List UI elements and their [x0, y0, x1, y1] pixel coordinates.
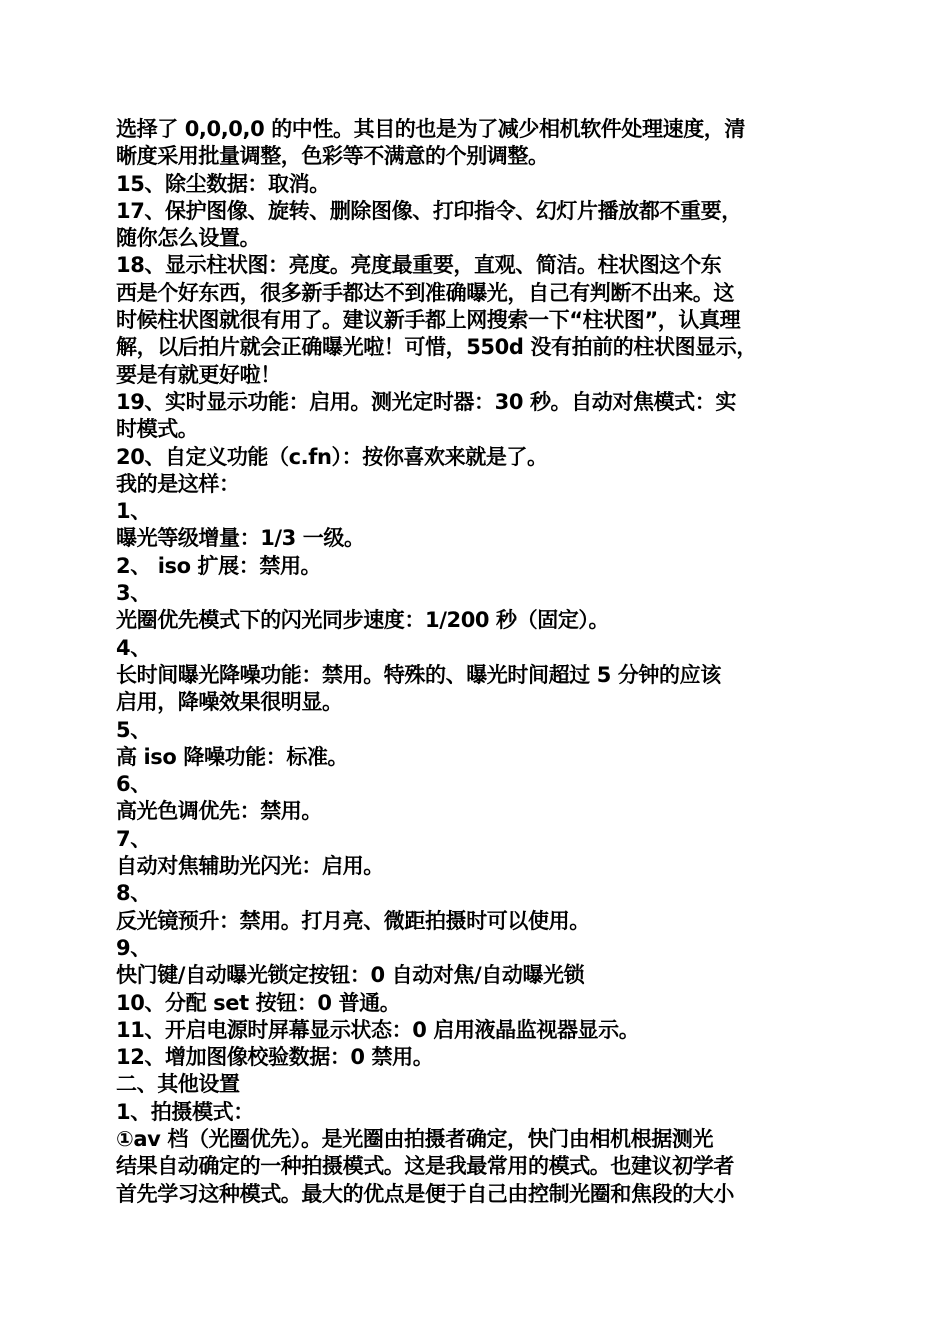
- text-line: 光圈优先模式下的闪光同步速度：1/200 秒（固定）。: [116, 608, 610, 633]
- text-line: 5、: [116, 717, 151, 742]
- text-line: 10、分配 set 按钮：0 普通。: [116, 990, 401, 1015]
- text-line: 我的是这样：: [116, 471, 240, 496]
- text-line: 晰度采用批量调整，色彩等不满意的个别调整。: [116, 144, 549, 169]
- section-heading: 二、其他设置: [116, 1072, 240, 1097]
- text-line: 4、: [116, 635, 151, 660]
- text-line: 随你怎么设置。: [116, 226, 261, 251]
- text-line: 首先学习这种模式。最大的优点是便于自己由控制光圈和焦段的大小: [116, 1181, 734, 1206]
- text-line: 19、实时显示功能：启用。测光定时器：30 秒。自动对焦模式：实: [116, 389, 736, 414]
- text-line: 长时间曝光降噪功能：禁用。特殊的、曝光时间超过 5 分钟的应该: [116, 662, 721, 687]
- text-line: 11、开启电源时屏幕显示状态：0 启用液晶监视器显示。: [116, 1017, 640, 1042]
- text-line: 启用，降噪效果很明显。: [116, 690, 343, 715]
- text-line: 时模式。: [116, 417, 199, 442]
- text-line: 要是有就更好啦！: [116, 362, 281, 387]
- text-line: 西是个好东西，很多新手都达不到准确曝光，自己有判断不出来。这: [116, 280, 734, 305]
- text-line: 选择了 0,0,0,0 的中性。其目的也是为了减少相机软件处理速度，清: [116, 117, 745, 141]
- text-line: 结果自动确定的一种拍摄模式。这是我最常用的模式。也建议初学者: [116, 1154, 734, 1179]
- text-line: 18、显示柱状图：亮度。亮度最重要，直观、简洁。柱状图这个东: [116, 253, 722, 278]
- text-line: 自动对焦辅助光闪光：启用。: [116, 854, 384, 879]
- text-line: 12、增加图像校验数据：0 禁用。: [116, 1045, 434, 1070]
- text-line: 高光色调优先：禁用。: [116, 799, 322, 824]
- text-line: 2、 iso 扩展：禁用。: [116, 553, 322, 578]
- text-line: 解，以后拍片就会正确曝光啦！可惜，550d 没有拍前的柱状图显示，: [116, 335, 757, 360]
- text-line: 17、保护图像、旋转、删除图像、打印指令、幻灯片播放都不重要，: [116, 198, 742, 223]
- text-line: 1、: [116, 499, 151, 524]
- text-line: 15、除尘数据：取消。: [116, 171, 330, 196]
- text-line: 曝光等级增量：1/3 一级。: [116, 526, 365, 551]
- text-line: ①av 档（光圈优先）。是光圈由拍摄者确定，快门由相机根据测光: [116, 1126, 714, 1151]
- text-line: 1、拍摄模式：: [116, 1099, 254, 1124]
- text-line: 快门键/自动曝光锁定按钮：0 自动对焦/自动曝光锁: [116, 963, 585, 988]
- text-line: 7、: [116, 826, 151, 851]
- document-body: [116, 116, 836, 1208]
- text-line: 9、: [116, 935, 151, 960]
- text-line: 3、: [116, 581, 151, 606]
- text-line: 高 iso 降噪功能：标准。: [116, 744, 349, 769]
- text-line: 6、: [116, 772, 151, 797]
- text-line: 20、自定义功能（c.fn）：按你喜欢来就是了。: [116, 444, 548, 469]
- text-line: 8、: [116, 881, 151, 906]
- text-line: 反光镜预升：禁用。打月亮、微距拍摄时可以使用。: [116, 908, 590, 933]
- text-line: 时候柱状图就很有用了。建议新手都上网搜索一下“柱状图”，认真理: [116, 308, 741, 333]
